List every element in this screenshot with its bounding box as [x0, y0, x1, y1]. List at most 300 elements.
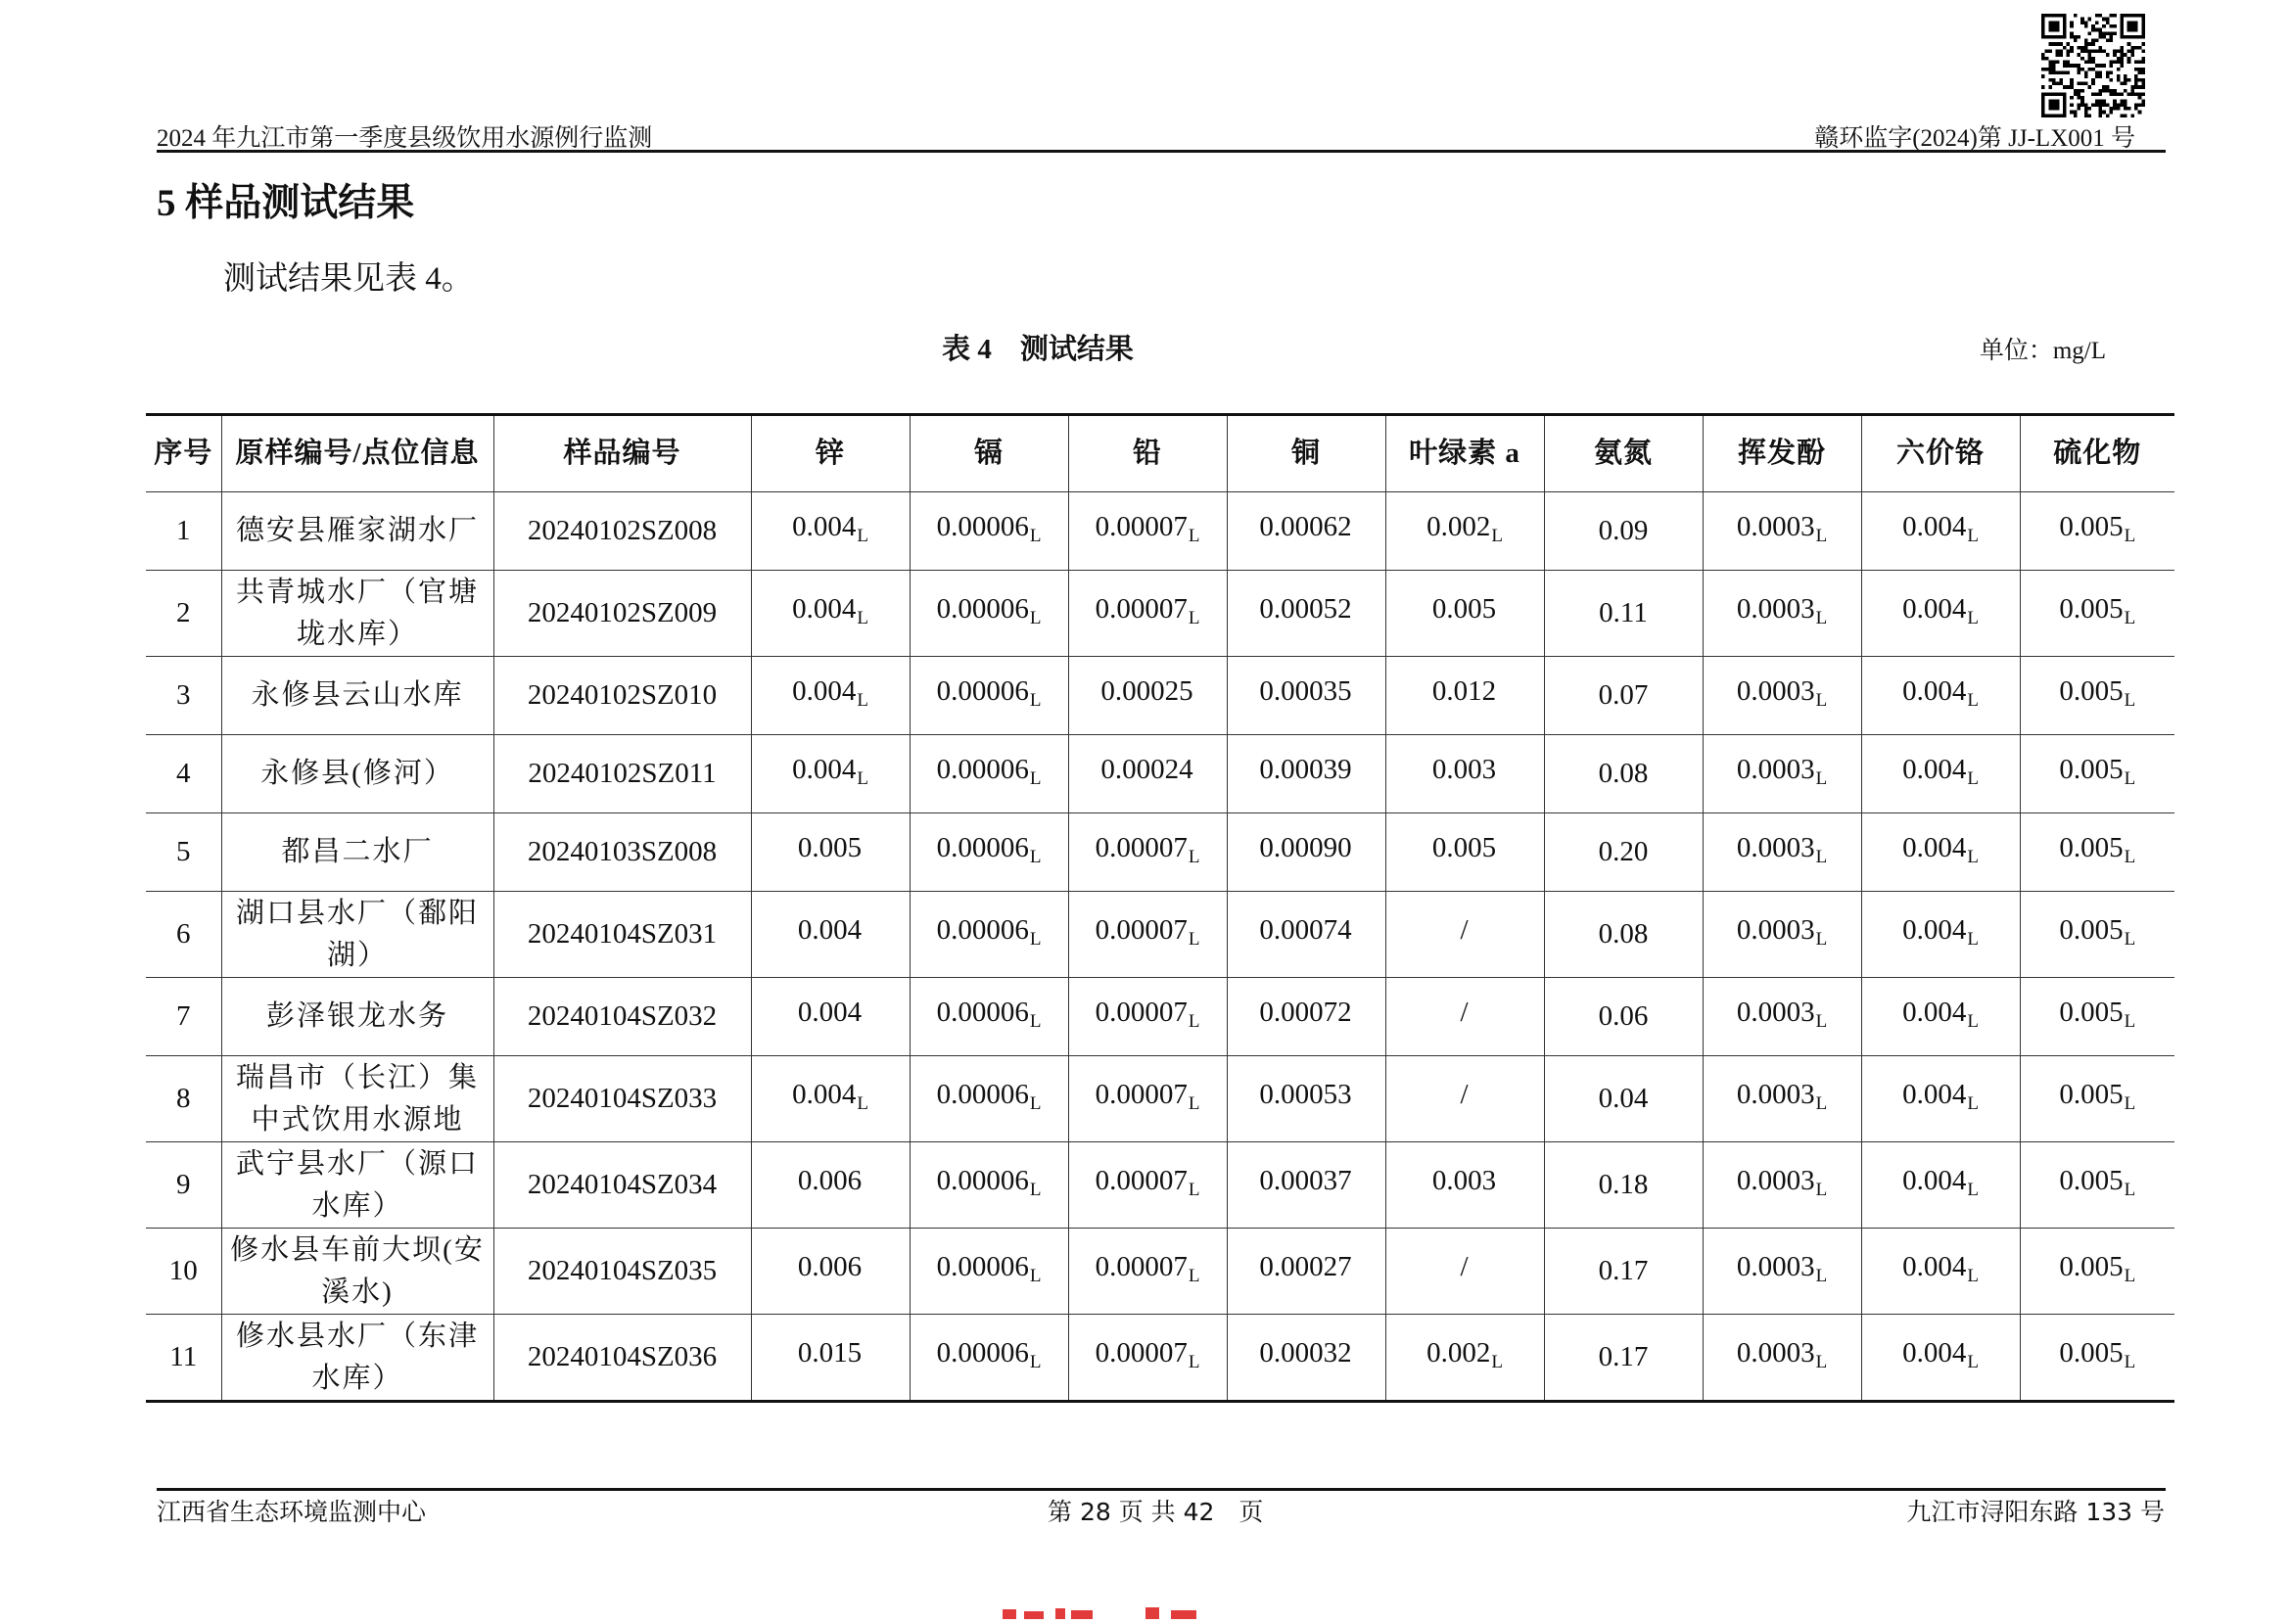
table-row: [146, 813, 2174, 892]
cell-value: 0.0003: [1736, 510, 1815, 542]
cell-cadmium: [910, 813, 1068, 892]
cell-hexavalent-chromium: [1861, 492, 2020, 571]
cell-value: 0.004: [1902, 1164, 1967, 1196]
cell-value: 0.005: [2059, 510, 2124, 542]
below-detection-limit-subscript: L: [1967, 1179, 1979, 1200]
below-detection-limit-subscript: L: [1029, 1010, 1042, 1032]
cell-value: 0.005: [2059, 996, 2124, 1028]
cell-sulfide: [2020, 892, 2174, 978]
below-detection-limit-subscript: L: [857, 525, 868, 546]
footer-page-number: 第 28 页 共 42 页: [1048, 1498, 1264, 1526]
cell-hexavalent-chromium: [1861, 657, 2020, 735]
below-detection-limit-subscript: L: [1815, 1351, 1828, 1372]
below-detection-limit-subscript: L: [1815, 928, 1828, 950]
cell-value: 0.005: [2059, 913, 2124, 946]
cell-value: 0.00027: [1259, 1250, 1352, 1282]
cell-copper: [1227, 492, 1385, 571]
column-header: 序号: [146, 415, 221, 492]
table-row: [146, 1229, 2174, 1315]
cell-value: 3: [176, 679, 191, 711]
cell-value: 0.004: [1902, 674, 1967, 707]
cell-value: 0.17: [1598, 1341, 1649, 1372]
cell-value: 20240102SZ011: [528, 758, 717, 789]
cell-value: 0.005: [2059, 674, 2124, 707]
cell-volatile-phenol: [1703, 657, 1861, 735]
cell-value: 0.00006: [936, 1336, 1029, 1369]
cell-chlorophyll-a: [1385, 892, 1544, 978]
cell-value: 20240102SZ010: [527, 679, 718, 711]
column-header: 原样编号/点位信息: [221, 415, 493, 492]
cell-sample-id: [493, 813, 751, 892]
cell-value: 0.005: [2059, 1336, 2124, 1369]
cell-value: 0.00090: [1259, 831, 1352, 863]
column-header: 铅: [1068, 415, 1227, 492]
cell-hexavalent-chromium: [1861, 1229, 2020, 1315]
cell-value: 0.09: [1598, 515, 1649, 546]
table-header-row: [146, 415, 2174, 492]
below-detection-limit-subscript: L: [1967, 767, 1979, 789]
cell-value: 20240102SZ008: [527, 515, 718, 546]
cell-sample-id: [493, 1315, 751, 1402]
cell-index: [146, 1056, 221, 1142]
cell-lead: [1068, 1229, 1227, 1315]
cell-value: 0.004: [797, 996, 863, 1028]
cell-value: 0.00006: [936, 753, 1029, 785]
cell-chlorophyll-a: [1385, 813, 1544, 892]
cell-value: 11: [169, 1341, 198, 1372]
cell-value: 0.08: [1598, 918, 1649, 950]
cell-value: 0.00053: [1259, 1078, 1352, 1110]
cell-volatile-phenol: [1703, 892, 1861, 978]
below-detection-limit-subscript: L: [2124, 1351, 2136, 1372]
column-header: 铜: [1227, 415, 1385, 492]
column-header: 样品编号: [493, 415, 751, 492]
cell-cadmium: [910, 492, 1068, 571]
column-header: 挥发酚: [1703, 415, 1861, 492]
cell-hexavalent-chromium: [1861, 1142, 2020, 1229]
cell-sample-id: [493, 978, 751, 1056]
cell-value: /: [1460, 1250, 1469, 1282]
cell-value: 4: [176, 758, 191, 789]
cell-sulfide: [2020, 1142, 2174, 1229]
cell-ammonia-nitrogen: [1544, 892, 1703, 978]
cell-sulfide: [2020, 978, 2174, 1056]
cell-value: 都昌二水厂: [281, 836, 434, 867]
cell-copper: [1227, 978, 1385, 1056]
below-detection-limit-subscript: L: [2124, 767, 2136, 789]
cell-cadmium: [910, 1229, 1068, 1315]
table-row: [146, 1142, 2174, 1229]
cell-value: 0.00007: [1095, 510, 1188, 542]
cell-value: 0.0003: [1736, 1164, 1815, 1196]
cell-value: 0.006: [797, 1250, 863, 1282]
cell-value: 共青城水厂（官塘垅水库）: [235, 576, 479, 650]
header-report-number: 赣环监字(2024)第 JJ-LX001 号: [1814, 125, 2135, 152]
cell-chlorophyll-a: [1385, 978, 1544, 1056]
below-detection-limit-subscript: L: [857, 607, 868, 628]
cell-copper: [1227, 657, 1385, 735]
cell-volatile-phenol: [1703, 1142, 1861, 1229]
cell-sample-id: [493, 1229, 751, 1315]
below-detection-limit-subscript: L: [1029, 1265, 1042, 1286]
below-detection-limit-subscript: L: [1967, 1010, 1979, 1032]
below-detection-limit-subscript: L: [2124, 1179, 2136, 1200]
cell-site: [221, 892, 493, 978]
header-divider: [157, 150, 2166, 153]
cell-value: 彭泽银龙水务: [265, 1000, 448, 1032]
cell-value: 0.07: [1598, 679, 1649, 711]
cell-hexavalent-chromium: [1861, 978, 2020, 1056]
cell-lead: [1068, 735, 1227, 813]
table-row: [146, 571, 2174, 657]
below-detection-limit-subscript: L: [1967, 1092, 1979, 1114]
below-detection-limit-subscript: L: [1029, 607, 1042, 628]
cell-sulfide: [2020, 813, 2174, 892]
cell-index: [146, 735, 221, 813]
below-detection-limit-subscript: L: [2124, 525, 2136, 546]
below-detection-limit-subscript: L: [1188, 525, 1200, 546]
cell-value: 20240104SZ033: [527, 1083, 718, 1114]
cell-site: [221, 1315, 493, 1402]
column-header: 锌: [751, 415, 910, 492]
below-detection-limit-subscript: L: [1188, 607, 1200, 628]
cell-volatile-phenol: [1703, 492, 1861, 571]
cell-value: 20240102SZ009: [527, 597, 718, 628]
cell-index: [146, 571, 221, 657]
cell-cadmium: [910, 571, 1068, 657]
cell-value: 永修县云山水库: [251, 679, 464, 711]
below-detection-limit-subscript: L: [1491, 525, 1503, 546]
cell-value: 0.0003: [1736, 913, 1815, 946]
below-detection-limit-subscript: L: [1967, 1265, 1979, 1286]
cell-value: 0.004: [1902, 1336, 1967, 1369]
cell-value: 0.04: [1598, 1083, 1649, 1114]
cell-hexavalent-chromium: [1861, 571, 2020, 657]
cell-hexavalent-chromium: [1861, 813, 2020, 892]
cell-index: [146, 978, 221, 1056]
cell-zinc: [751, 492, 910, 571]
cell-value: 0.0003: [1736, 1078, 1815, 1110]
below-detection-limit-subscript: L: [1967, 525, 1979, 546]
cell-volatile-phenol: [1703, 571, 1861, 657]
cell-lead: [1068, 1142, 1227, 1229]
below-detection-limit-subscript: L: [1029, 928, 1042, 950]
cell-value: 0.004: [1902, 753, 1967, 785]
cell-chlorophyll-a: [1385, 1315, 1544, 1402]
cell-copper: [1227, 1056, 1385, 1142]
table-row: [146, 735, 2174, 813]
cell-value: 0.004: [792, 592, 857, 625]
cell-value: 0.004: [1902, 510, 1967, 542]
below-detection-limit-subscript: L: [1029, 525, 1042, 546]
cell-value: 0.015: [797, 1336, 863, 1369]
cell-value: 0.0003: [1736, 996, 1815, 1028]
below-detection-limit-subscript: L: [1967, 607, 1979, 628]
below-detection-limit-subscript: L: [1815, 1092, 1828, 1114]
cell-zinc: [751, 1056, 910, 1142]
cell-value: 德安县雁家湖水厂: [235, 515, 479, 546]
below-detection-limit-subscript: L: [1815, 1010, 1828, 1032]
cell-value: 0.00037: [1259, 1164, 1352, 1196]
cell-copper: [1227, 813, 1385, 892]
below-detection-limit-subscript: L: [1188, 1265, 1200, 1286]
below-detection-limit-subscript: L: [2124, 1010, 2136, 1032]
cell-index: [146, 1229, 221, 1315]
cell-value: 0.004: [792, 674, 857, 707]
cell-value: 0.0003: [1736, 1250, 1815, 1282]
table-row: [146, 1056, 2174, 1142]
cell-value: 0.00006: [936, 1164, 1029, 1196]
below-detection-limit-subscript: L: [1188, 1351, 1200, 1372]
cell-sulfide: [2020, 657, 2174, 735]
cell-value: 0.00062: [1259, 510, 1352, 542]
cell-value: 0.00032: [1259, 1336, 1352, 1369]
cell-cadmium: [910, 735, 1068, 813]
cell-site: [221, 813, 493, 892]
cell-value: 0.00006: [936, 996, 1029, 1028]
below-detection-limit-subscript: L: [1815, 1179, 1828, 1200]
cell-site: [221, 735, 493, 813]
cell-sulfide: [2020, 1056, 2174, 1142]
cell-value: 0.00006: [936, 674, 1029, 707]
cell-value: 20240104SZ036: [527, 1341, 718, 1372]
cell-volatile-phenol: [1703, 813, 1861, 892]
cell-lead: [1068, 1315, 1227, 1402]
column-header: 镉: [910, 415, 1068, 492]
below-detection-limit-subscript: L: [1815, 1265, 1828, 1286]
cell-volatile-phenol: [1703, 1315, 1861, 1402]
cell-zinc: [751, 1142, 910, 1229]
cell-value: 0.0003: [1736, 753, 1815, 785]
below-detection-limit-subscript: L: [1967, 689, 1979, 711]
cell-value: 0.0003: [1736, 592, 1815, 625]
cell-value: 0.002: [1426, 1336, 1491, 1369]
cell-sample-id: [493, 892, 751, 978]
cell-ammonia-nitrogen: [1544, 1229, 1703, 1315]
cell-sample-id: [493, 657, 751, 735]
cell-value: 0.005: [2059, 1250, 2124, 1282]
cell-value: 0.00006: [936, 913, 1029, 946]
cell-chlorophyll-a: [1385, 1056, 1544, 1142]
cell-value: 0.004: [1902, 1078, 1967, 1110]
below-detection-limit-subscript: L: [1188, 928, 1200, 950]
cell-value: 0.00006: [936, 1078, 1029, 1110]
column-header: 叶绿素 a: [1385, 415, 1544, 492]
cell-value: 0.20: [1598, 836, 1649, 867]
cell-value: 0.005: [2059, 1078, 2124, 1110]
cell-value: 20240104SZ032: [527, 1000, 718, 1032]
cell-value: 0.005: [1431, 592, 1497, 625]
cell-ammonia-nitrogen: [1544, 735, 1703, 813]
cell-value: 0.17: [1598, 1255, 1649, 1286]
cell-value: 0.005: [2059, 753, 2124, 785]
cell-value: 0.005: [797, 831, 863, 863]
cell-ammonia-nitrogen: [1544, 1056, 1703, 1142]
cell-zinc: [751, 1229, 910, 1315]
cell-value: 0.003: [1431, 1164, 1497, 1196]
cell-ammonia-nitrogen: [1544, 657, 1703, 735]
cell-cadmium: [910, 657, 1068, 735]
cell-value: 0.003: [1431, 753, 1497, 785]
cell-value: 6: [176, 918, 191, 950]
cell-value: 0.00007: [1095, 1078, 1188, 1110]
cell-sample-id: [493, 735, 751, 813]
cell-value: 0.012: [1431, 674, 1497, 707]
cell-value: 0.006: [797, 1164, 863, 1196]
cell-site: [221, 657, 493, 735]
footer-address: 九江市浔阳东路 133 号: [1906, 1498, 2165, 1526]
cell-value: 修水县水厂（东津水库）: [235, 1320, 479, 1394]
cell-index: [146, 657, 221, 735]
cell-ammonia-nitrogen: [1544, 813, 1703, 892]
cell-site: [221, 1229, 493, 1315]
table-row: [146, 657, 2174, 735]
cell-lead: [1068, 978, 1227, 1056]
cell-value: 0.00006: [936, 1250, 1029, 1282]
cell-value: 0.00007: [1095, 913, 1188, 946]
cell-chlorophyll-a: [1385, 735, 1544, 813]
cell-hexavalent-chromium: [1861, 735, 2020, 813]
below-detection-limit-subscript: L: [1815, 846, 1828, 867]
cell-zinc: [751, 892, 910, 978]
cell-copper: [1227, 892, 1385, 978]
cell-hexavalent-chromium: [1861, 1315, 2020, 1402]
cell-value: 20240104SZ031: [527, 918, 718, 950]
cell-value: 0.004: [792, 510, 857, 542]
below-detection-limit-subscript: L: [857, 689, 868, 711]
cell-value: 0.00006: [936, 510, 1029, 542]
column-header: 硫化物: [2020, 415, 2174, 492]
cell-lead: [1068, 1056, 1227, 1142]
cell-index: [146, 813, 221, 892]
cell-copper: [1227, 1142, 1385, 1229]
table-row: [146, 1315, 2174, 1402]
cell-value: 20240103SZ008: [527, 836, 718, 867]
cell-index: [146, 492, 221, 571]
cell-value: 0.08: [1598, 758, 1649, 789]
cell-cadmium: [910, 1056, 1068, 1142]
cell-chlorophyll-a: [1385, 571, 1544, 657]
cell-index: [146, 1142, 221, 1229]
cell-value: 8: [176, 1083, 191, 1114]
cell-site: [221, 978, 493, 1056]
cell-value: 0.004: [792, 1078, 857, 1110]
cell-copper: [1227, 1229, 1385, 1315]
cell-value: 0.004: [1902, 1250, 1967, 1282]
cell-value: 修水县车前大坝(安溪水): [230, 1233, 485, 1308]
cell-value: 1: [176, 515, 191, 546]
below-detection-limit-subscript: L: [1815, 767, 1828, 789]
below-detection-limit-subscript: L: [1491, 1351, 1503, 1372]
cell-value: 0.005: [2059, 1164, 2124, 1196]
section-intro: 测试结果见表 4。: [223, 261, 474, 297]
cell-site: [221, 1142, 493, 1229]
cell-sulfide: [2020, 1315, 2174, 1402]
cell-ammonia-nitrogen: [1544, 571, 1703, 657]
cell-lead: [1068, 492, 1227, 571]
below-detection-limit-subscript: L: [1029, 767, 1042, 789]
cell-value: 0.0003: [1736, 1336, 1815, 1369]
cell-hexavalent-chromium: [1861, 892, 2020, 978]
cell-lead: [1068, 892, 1227, 978]
cell-value: 0.00039: [1259, 753, 1352, 785]
cell-lead: [1068, 571, 1227, 657]
seal-stamp-fragment: [999, 1605, 1292, 1619]
cell-value: 瑞昌市（长江）集中式饮用水源地: [235, 1061, 479, 1136]
cell-value: 5: [176, 836, 191, 867]
cell-value: 湖口县水厂（鄱阳湖）: [235, 897, 479, 971]
below-detection-limit-subscript: L: [1967, 928, 1979, 950]
cell-cadmium: [910, 978, 1068, 1056]
cell-chlorophyll-a: [1385, 1229, 1544, 1315]
table-caption: 表 4 测试结果: [942, 334, 1134, 365]
column-header: 六价铬: [1861, 415, 2020, 492]
cell-value: 0.00074: [1259, 913, 1352, 946]
below-detection-limit-subscript: L: [1029, 846, 1042, 867]
below-detection-limit-subscript: L: [1188, 1179, 1200, 1200]
below-detection-limit-subscript: L: [1815, 525, 1828, 546]
cell-hexavalent-chromium: [1861, 1056, 2020, 1142]
cell-site: [221, 1056, 493, 1142]
below-detection-limit-subscript: L: [1815, 607, 1828, 628]
cell-value: 0.00007: [1095, 1250, 1188, 1282]
cell-value: 0.18: [1598, 1169, 1649, 1200]
cell-value: 0.00052: [1259, 592, 1352, 625]
below-detection-limit-subscript: L: [1967, 1351, 1979, 1372]
cell-value: 0.00007: [1095, 996, 1188, 1028]
cell-value: 0.00007: [1095, 1164, 1188, 1196]
cell-value: 0.004: [1902, 592, 1967, 625]
cell-value: 0.00007: [1095, 1336, 1188, 1369]
cell-sample-id: [493, 571, 751, 657]
cell-cadmium: [910, 1315, 1068, 1402]
cell-sulfide: [2020, 1229, 2174, 1315]
cell-chlorophyll-a: [1385, 1142, 1544, 1229]
cell-cadmium: [910, 892, 1068, 978]
cell-chlorophyll-a: [1385, 492, 1544, 571]
cell-value: 0.004: [797, 913, 863, 946]
cell-volatile-phenol: [1703, 1229, 1861, 1315]
cell-ammonia-nitrogen: [1544, 978, 1703, 1056]
cell-value: 20240104SZ034: [527, 1169, 718, 1200]
cell-value: 7: [176, 1000, 191, 1032]
cell-lead: [1068, 657, 1227, 735]
below-detection-limit-subscript: L: [1967, 846, 1979, 867]
below-detection-limit-subscript: L: [2124, 1265, 2136, 1286]
below-detection-limit-subscript: L: [1029, 1092, 1042, 1114]
below-detection-limit-subscript: L: [2124, 607, 2136, 628]
cell-sulfide: [2020, 571, 2174, 657]
cell-ammonia-nitrogen: [1544, 1142, 1703, 1229]
footer-divider: [157, 1488, 2166, 1491]
cell-value: 0.00072: [1259, 996, 1352, 1028]
cell-zinc: [751, 1315, 910, 1402]
section-title: 5 样品测试结果: [157, 182, 415, 224]
cell-value: 0.005: [1431, 831, 1497, 863]
below-detection-limit-subscript: L: [2124, 846, 2136, 867]
cell-volatile-phenol: [1703, 978, 1861, 1056]
cell-value: 10: [168, 1255, 198, 1286]
cell-sample-id: [493, 1142, 751, 1229]
cell-ammonia-nitrogen: [1544, 492, 1703, 571]
cell-value: 0.00025: [1100, 674, 1193, 707]
table-row: [146, 978, 2174, 1056]
cell-copper: [1227, 735, 1385, 813]
cell-value: 9: [176, 1169, 191, 1200]
cell-value: 永修县(修河）: [260, 758, 454, 789]
cell-zinc: [751, 657, 910, 735]
cell-chlorophyll-a: [1385, 657, 1544, 735]
